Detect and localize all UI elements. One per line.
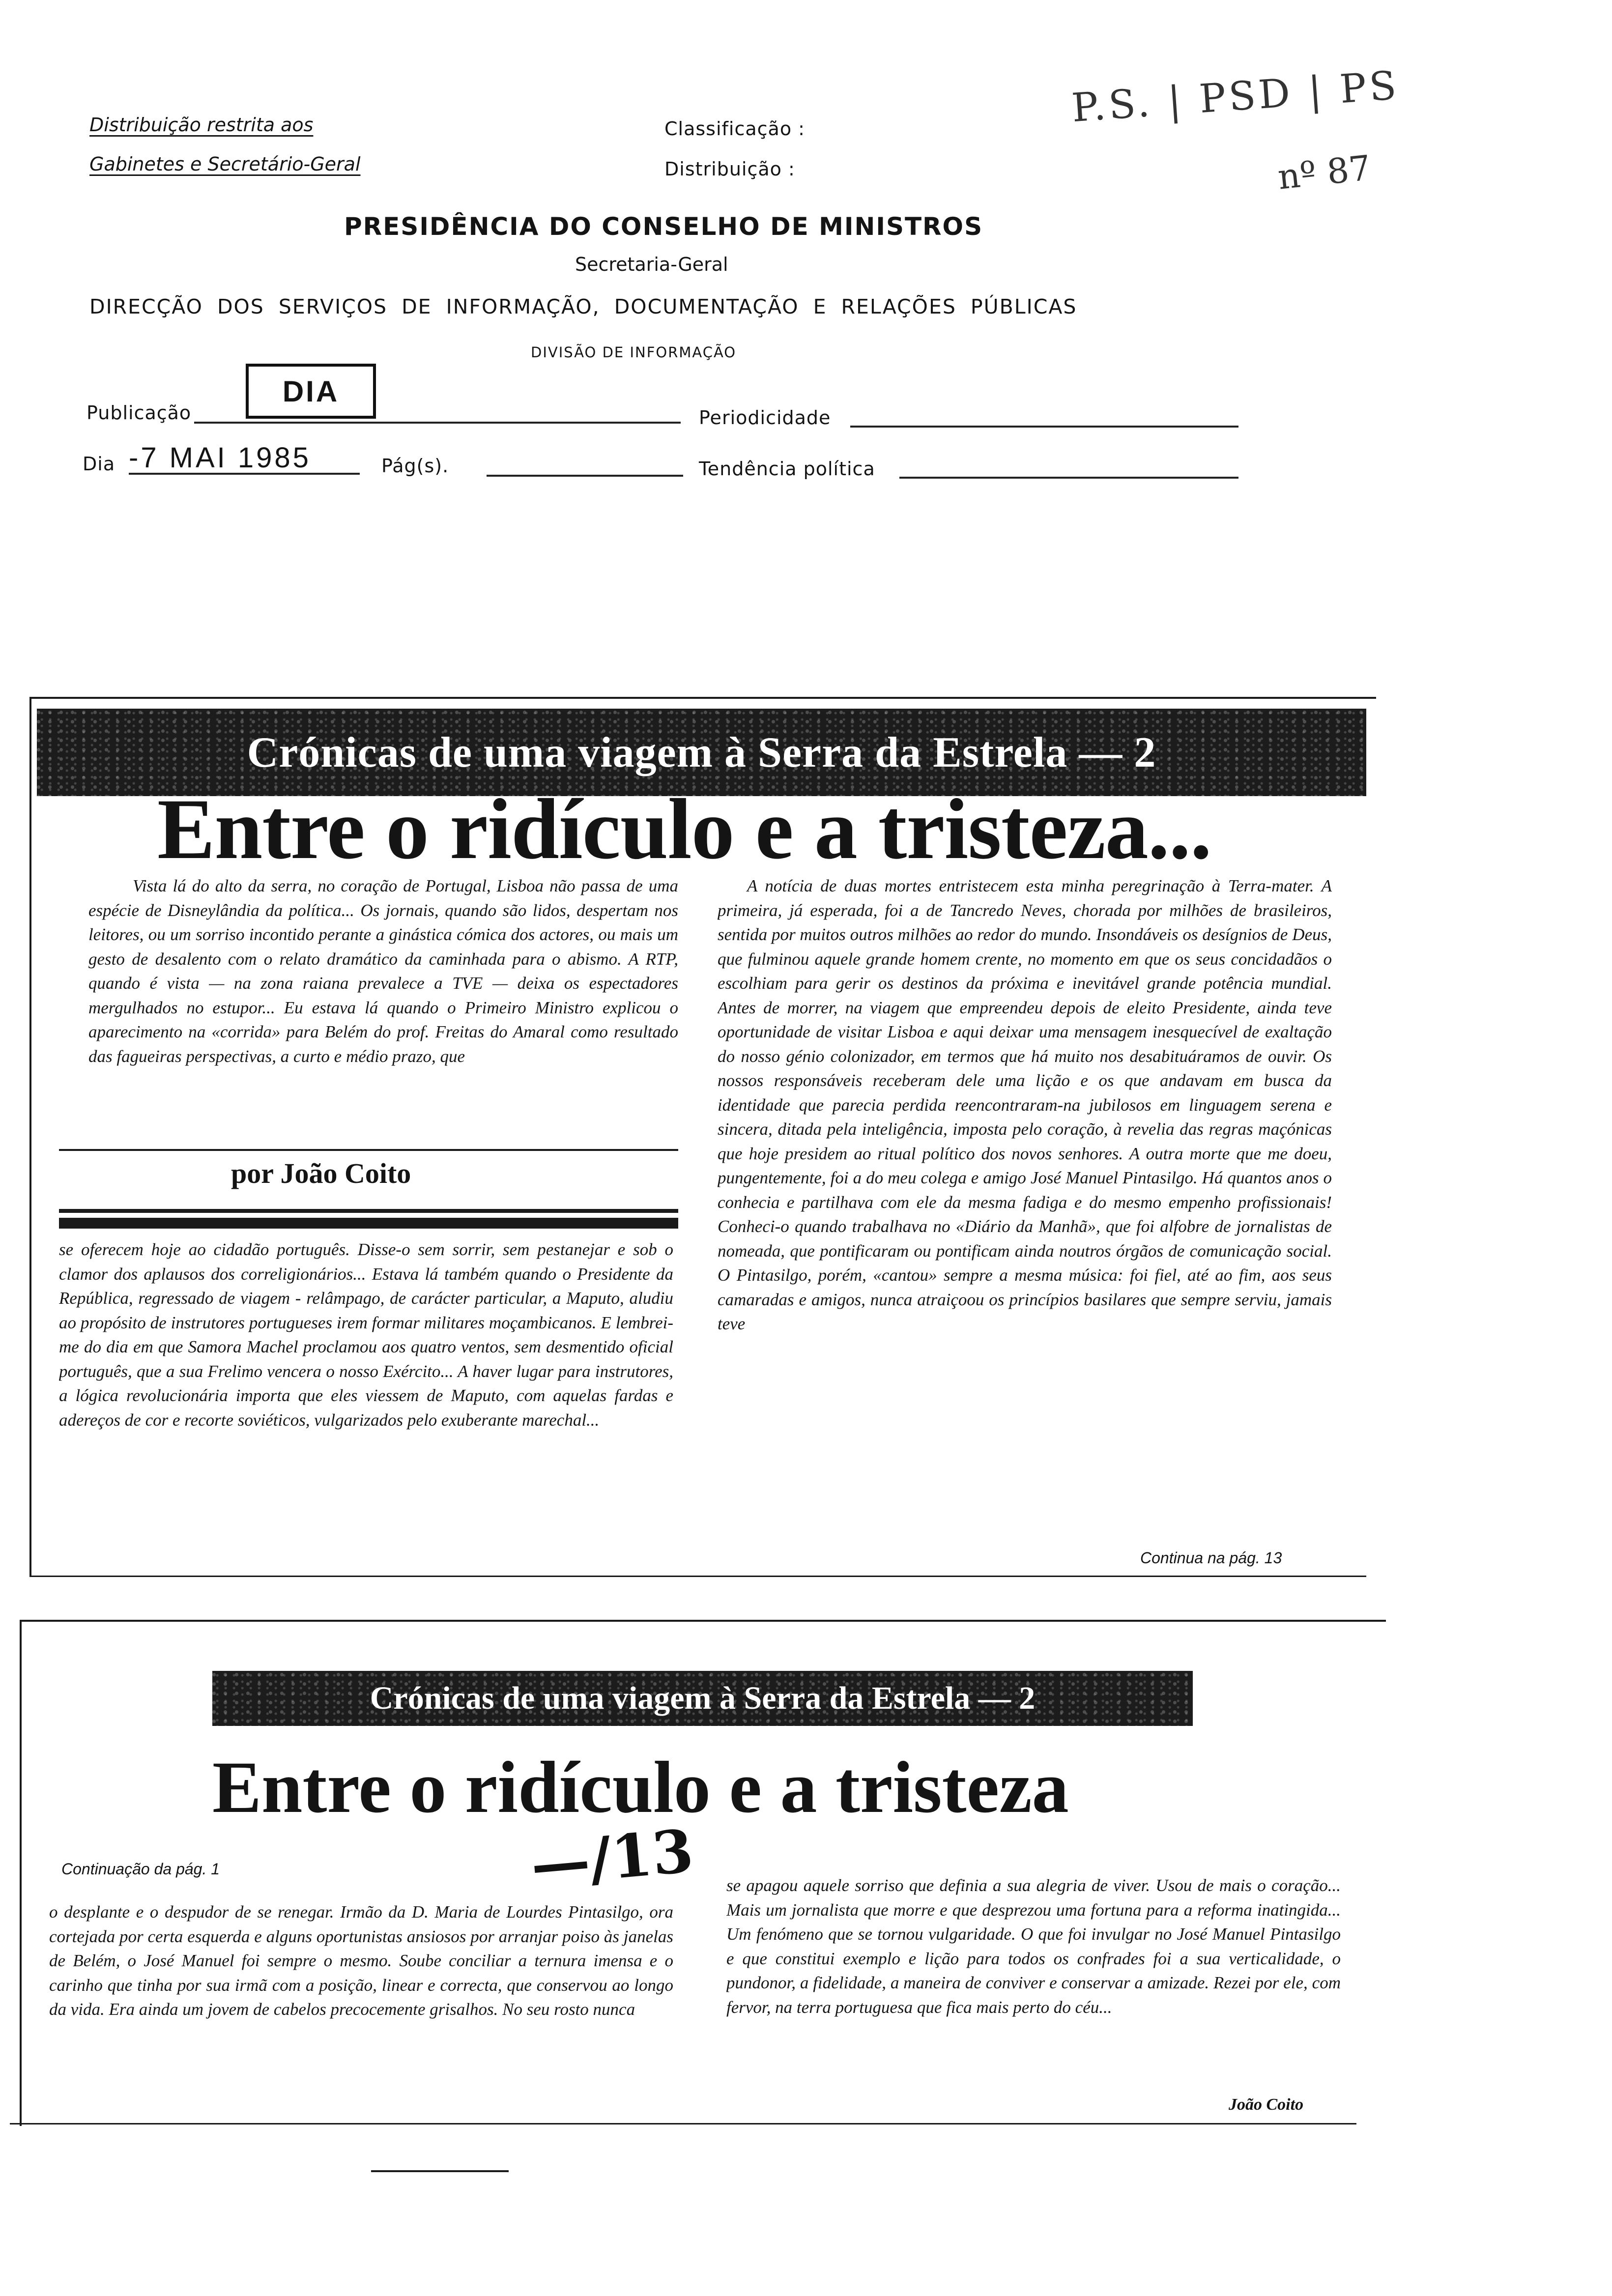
clip1-bottom-border — [29, 1576, 1366, 1577]
clip1-paragraph-continuation: se oferecem hoje ao cidadão português. Disse-o sem sorrir, sem pestanejar e sob o clamor dos aplausos dos correligionários... Estava lá também quando o Presidente da República, regressado de viagem - relâmpago, de carácter particular, a Maputo, aludiu ao propósito de instrutores portugueses irem formar militares moçambicanos. E lembrei-me do dia em que Samora Machel proclamou aos quatro ventos, sem desmentido oficial português, que a sua Frelimo vencera o nosso Exército... A haver lugar para instrutores, a lógica revolucionária importa que eles viessem de Maputo, com aquelas fardas e adereços de cor e recorte soviéticos, vulgarizados pelo exuberante marechal... — [59, 1240, 673, 1430]
clip1-paragraph-intro: Vista lá do alto da serra, no coração de Portugal, Lisboa não passa de uma espécie de Disneylândia da política... Os jornais, quando são lidos, despertam nos leitores, ou um sorriso incontido perante a ginástica cómica dos actores, ou mais um gesto de desalento com o relato dramático da caminhada para o abismo. A RTP, quando é vista — na zona raiana prevalece a TVE — deixa os espectadores mergulhados no estupor... Eu estava lá quando o Primeiro Ministro explicou o aparecimento na «corrida» para Belém do prof. Freitas do Amaral como resultado das fagueiras perspectivas, a curto e médio prazo, que — [88, 876, 678, 1066]
date-stamp: -7 MAI 1985 — [129, 442, 311, 474]
tendency-label: Tendência política — [699, 458, 875, 480]
clip1-left-border — [29, 697, 31, 1577]
secretariat-label: Secretaria-Geral — [575, 254, 728, 275]
clip1-right-column — [718, 874, 1332, 1552]
clip2-signature: João Coito — [1229, 2095, 1304, 2114]
clip1-top-border — [29, 697, 1376, 699]
clip2-top-border — [20, 1620, 1386, 1622]
clip1-continues-note: Continua na pág. 13 — [1140, 1549, 1282, 1567]
clip1-byline-rule-top — [59, 1149, 678, 1151]
clip2-continued-from: Continuação da pág. 1 — [61, 1860, 220, 1878]
institution-title: PRESIDÊNCIA DO CONSELHO DE MINISTROS — [344, 212, 983, 241]
clip2-paragraph-right: se apagou aquele sorriso que definia a sua alegria de viver. Usou de mais o coração... Mais um jornalista que morre e que desprezou uma fortuna para a reforma inatingida... Um fenómeno que se tornou vulgaridade. O que foi invulgar no José Manuel Pintasilgo e que constitui exemplo e lição para todos os confrades foi a sua verticalidade, o pundonor, a fidelidade, a maneira de conviver e conservar a amizade. Rezei por ele, com fervor, na terra portuguesa que fica mais perto do céu... — [726, 1876, 1341, 2017]
distribution-label: Distribuição : — [664, 158, 795, 180]
clip1-left-column-bottom — [59, 1237, 673, 1557]
clip2-left-border — [20, 1620, 22, 2126]
clip2-paragraph-left: o desplante e o despudor de se renegar. Irmão da D. Maria de Lourdes Pintasilgo, ora cortejada por certa esquerda e alguns oportunistas ansiosos por arranjar poiso às janelas de Belém, o José Manuel foi sempre o mesmo. Soube conciliar a ternura imensa e o carinho que tinha por sua irmã com a posição, linear e correcta, que conservou ao longo da vida. Era ainda um jovem de cabelos precocemente grisalhos. No seu rosto nunca — [49, 1902, 673, 2019]
clip1-byline-rule-2 — [59, 1218, 678, 1229]
clip2-handwritten-page-number: —/13 — [528, 1816, 696, 1900]
clip1-byline-rule-1 — [59, 1209, 678, 1213]
periodicity-field-line — [850, 426, 1238, 428]
restricted-distribution-line2: Gabinetes e Secretário-Geral — [89, 153, 361, 175]
clip2-left-column — [49, 1900, 673, 2095]
date-label: Dia — [83, 453, 115, 475]
directorate-title: DIRECÇÃO DOS SERVIÇOS DE INFORMAÇÃO, DOCUMENTAÇÃO E RELAÇÕES PÚBLICAS — [89, 295, 1077, 318]
clip1-paragraph-obituaries: A notícia de duas mortes entristecem esta minha peregrinação à Terra-mater. A primeira, já esperada, foi a de Tancredo Neves, chorada por milhões de brasileiros, sentida por muitos outros milhões ao redor do mundo. Insondáveis os desígnios de Deus, que fulminou aquele grande homem crente, no momento em que os seus concidadãos o escolhiam para gerir os destinos da próxima e inevitável grande potência mundial. Antes de morrer, na viagem que empreendeu depois de eleito Presidente, ainda teve oportunidade de visitar Lisboa e aqui deixar uma mensagem inesquecível de exaltação do nosso génio colonizador, em termos que há muito nos desabituáramos de ouvir. Os nossos responsáveis receberam dele uma lição e os que andavam em busca da identidade que parecia perdida reencontraram-na jubilosos em linguagem serena e sincera, ditada pela inteligência, imposta pelo coração, à revelia das regras maçónicas que hoje presidem ao ritual político dos novos senhores. A outra morte que me doeu, pungentemente, foi a do meu colega e amigo José Manuel Pintasilgo. Há quantos anos o conhecia e partilhava com ele da mesma fadiga e do mesmo empenho profissionais! Conheci-o quando trabalhava no «Diário da Manhã», que foi alfobre de jornalistas de nomeada, que pontificaram ou pontificam ainda noutros órgãos de comunicação social. O Pintasilgo, porém, «cantou» sempre a mesma música: foi fiel, até ao fim, aos seus camaradas e amigos, nunca atraiçoou os princípios basilares que sempre serviu, jamais teve — [718, 876, 1332, 1333]
tendency-field-line — [899, 477, 1238, 479]
periodicity-label: Periodicidade — [699, 407, 831, 429]
division-label: DIVISÃO DE INFORMAÇÃO — [531, 344, 737, 361]
handwritten-annotation: P.S. | PSD | PS — [1070, 62, 1401, 131]
clip1-left-column-top — [88, 874, 678, 1138]
clip2-bottom-border — [10, 2123, 1356, 2124]
pages-field-line — [487, 475, 683, 477]
restricted-distribution-line1: Distribuição restrita aos — [89, 114, 314, 136]
publication-label: Publicação — [86, 402, 192, 424]
publication-field-line — [194, 422, 681, 424]
clip1-byline: por João Coito — [231, 1157, 411, 1189]
stray-scan-mark — [371, 2170, 509, 2172]
clip1-series-banner: Crónicas de uma viagem à Serra da Estrela — 2 — [37, 709, 1366, 796]
clip2-series-banner: Crónicas de uma viagem à Serra da Estrela — 2 — [212, 1671, 1193, 1726]
clip1-headline: Entre o ridículo e a tristeza... — [157, 781, 1211, 877]
publication-stamp: DIA — [246, 364, 376, 419]
date-field-line — [129, 473, 360, 475]
clip2-headline: Entre o ridículo e a tristeza — [212, 1747, 1069, 1828]
classification-label: Classificação : — [664, 118, 805, 140]
clip2-right-column — [726, 1873, 1341, 2095]
handwritten-annotation-2: nº 87 — [1276, 147, 1373, 198]
pages-label: Pág(s). — [381, 455, 449, 477]
